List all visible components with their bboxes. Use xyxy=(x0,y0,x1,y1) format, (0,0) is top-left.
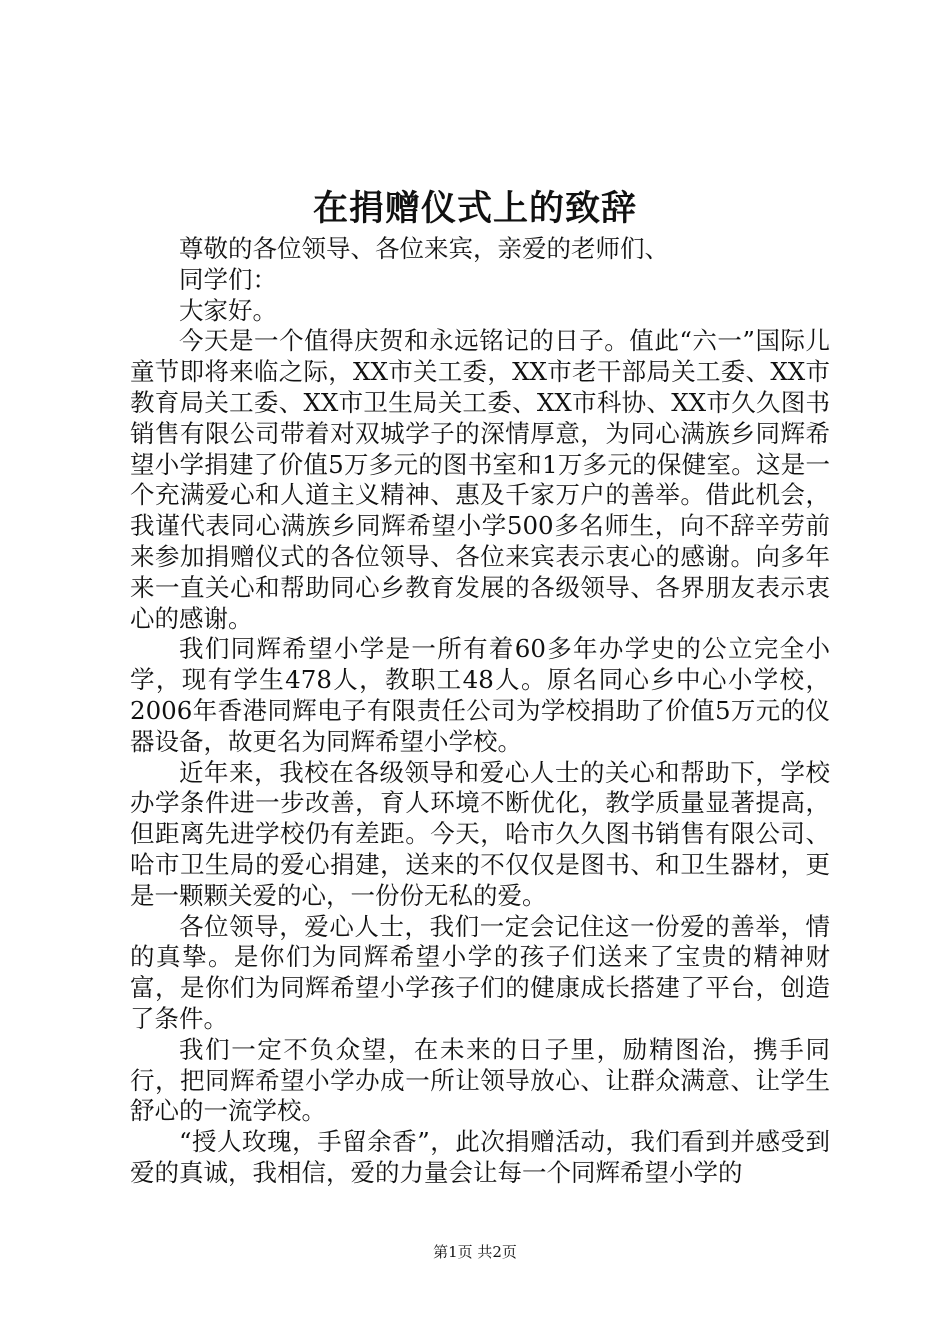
greeting: 大家好。 xyxy=(179,295,277,325)
paragraph: 今天是一个值得庆贺和永远铭记的日子。值此“六一”国际儿童节即将来临之际，XX市关工委，XX市老干部局关工委、XX市教育局关工委、XX市卫生局关工委、XX市科协、XX市久久图书销售有限公司带着对双城学子的深情厚意，为同心满族乡同辉希望小学捐建了价值5万多元的图书室和1万多元的保健室。这是一个充满爱心和人道主义精神、惠及千家万户的善举。借此机会，我谨代表同心满族乡同辉希望小学500多名师生，向不辞辛劳前来参加捐赠仪式的各位领导、各位来宾表示衷心的感谢。向多年来一直关心和帮助同心乡教育发展的各级领导、各界朋友表示衷心的感谢。 xyxy=(130,326,830,633)
page-number-footer: 第1页 共2页 xyxy=(433,1243,517,1261)
paragraph: 我们同辉希望小学是一所有着60多年办学史的公立完全小学，现有学生478人，教职工48人。原名同心乡中心小学校，2006年香港同辉电子有限责任公司为学校捐助了价值5万元的仪器设备，故更名为同辉希望小学校。 xyxy=(130,634,830,756)
paragraph: “授人玫瑰，手留余香”，此次捐赠活动，我们看到并感受到爱的真诚，我相信，爱的力量会让每一个同辉希望小学的 xyxy=(130,1127,830,1187)
salutation-line-2: 同学们： xyxy=(179,264,277,294)
document-title: 在捐赠仪式上的致辞 xyxy=(312,188,637,229)
document-body xyxy=(130,234,830,1189)
paragraph: 近年来，我校在各级领导和爱心人士的关心和帮助下，学校办学条件进一步改善，育人环境不断优化，教学质量显著提高，但距离先进学校仍有差距。今天，哈市久久图书销售有限公司、哈市卫生局的爱心捐建，送来的不仅仅是图书、和卫生器材，更是一颗颗关爱的心，一份份无私的爱。 xyxy=(130,757,830,910)
salutation-line-1: 尊敬的各位领导、各位来宾，亲爱的老师们、 xyxy=(179,234,669,263)
paragraph: 我们一定不负众望，在未来的日子里，励精图治，携手同行，把同辉希望小学办成一所让领导放心、让群众满意、让学生舒心的一流学校。 xyxy=(130,1034,830,1126)
paragraph: 各位领导，爱心人士，我们一定会记住这一份爱的善举，情的真挚。是你们为同辉希望小学的孩子们送来了宝贵的精神财富，是你们为同辉希望小学孩子们的健康成长搭建了平台，创造了条件。 xyxy=(130,911,830,1033)
